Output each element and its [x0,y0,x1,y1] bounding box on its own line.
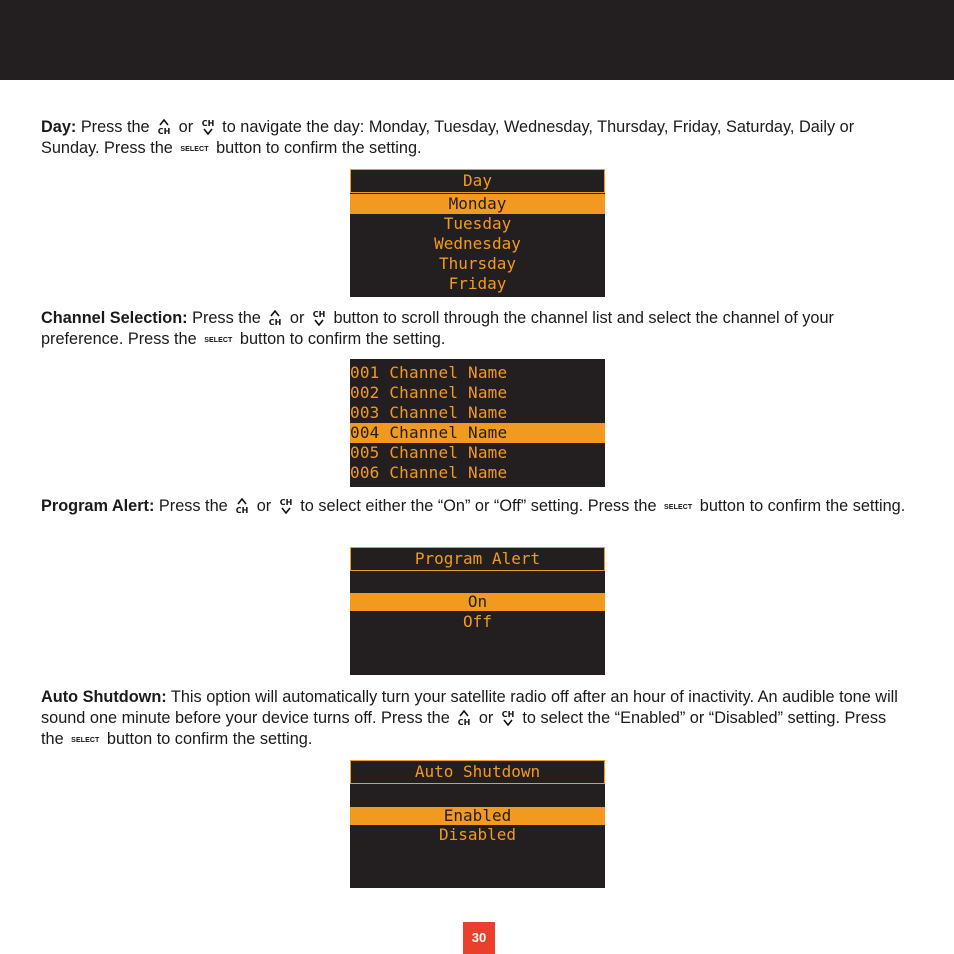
alert-or: or [252,497,276,515]
svg-text:CH: CH [157,127,171,135]
alert-label: Program Alert: [41,497,155,515]
shutdown-text-1: This option will automatically turn your satellite radio off after an hour of inactivity. An audible tone will sound one minute before your device turns off. Press the [41,688,898,727]
svg-text:CH: CH [312,310,326,319]
day-paragraph [41,117,911,160]
lcd-row: Tuesday [443,214,512,233]
day-lcd-screen [350,169,605,297]
ch-up-icon [157,119,171,135]
channel-text-2: button to scroll through the channel list and select the channel of your preference. Press the [41,309,834,348]
lcd-row: Disabled [438,825,517,844]
select-icon: SELECT [664,504,693,511]
day-or: or [174,118,198,136]
lcd-row: 002 Channel Name [350,383,508,402]
ch-up-icon [235,498,249,514]
lcd-row: Wednesday [434,234,521,253]
day-text-2: to navigate the day: Monday, Tuesday, Wednesday, Thursday, Friday, Saturday, Daily or Sunday. Press the [41,118,855,157]
lcd-row: 003 Channel Name [350,403,508,422]
lcd-row: Off [463,612,492,631]
shutdown-or: or [474,709,498,727]
ch-down-icon [279,498,293,514]
svg-text:CH: CH [458,718,471,726]
channel-or: or [285,309,309,327]
page-number: 30 [463,922,495,954]
alert-paragraph [41,496,911,518]
alert-lcd-screen [350,547,605,675]
lcd-row-selected: Enabled [350,807,605,825]
ch-up-icon [457,710,471,726]
channel-text-3: button to confirm the setting. [235,330,446,348]
channel-text-1: Press the [187,309,266,327]
shutdown-paragraph [41,687,911,751]
alert-text-2: to select either the “On” or “Off” setting. Press the [295,497,662,515]
lcd-row: 001 Channel Name [350,363,508,382]
day-text-3: button to confirm the setting. [211,139,422,157]
day-text-1: Press the [76,118,155,136]
lcd-row: 006 Channel Name [350,463,508,482]
lcd-row: 005 Channel Name [350,443,508,462]
lcd-header: Program Alert [350,547,605,571]
lcd-row-selected: Monday [350,194,605,214]
lcd-header: Day [350,169,605,193]
lcd-header: Auto Shutdown [350,760,605,784]
svg-text:CH: CH [279,498,293,507]
ch-down-icon [501,710,515,726]
lcd-row: Friday [448,274,507,293]
shutdown-label: Auto Shutdown: [41,688,167,706]
ch-up-icon [268,310,282,326]
lcd-row: Thursday [438,254,517,273]
svg-text:CH: CH [269,318,282,326]
header-bar [0,0,954,80]
alert-text-3: button to confirm the setting. [695,497,906,515]
channel-label: Channel Selection: [41,309,188,327]
channel-lcd-screen [350,359,605,487]
svg-text:CH: CH [501,710,515,719]
ch-down-icon [312,310,326,326]
select-icon: SELECT [71,737,100,744]
lcd-row-selected: On [350,593,605,611]
select-icon: SELECT [180,146,209,153]
day-label: Day: [41,118,77,136]
ch-down-icon [201,119,215,135]
svg-text:CH: CH [201,119,214,128]
svg-text:CH: CH [235,506,249,514]
select-icon: SELECT [204,337,233,344]
channel-paragraph [41,308,911,351]
shutdown-text-3: button to confirm the setting. [102,730,313,748]
shutdown-text-2: to select the “Enabled” or “Disabled” setting. Press the [41,709,887,748]
shutdown-lcd-screen [350,760,605,888]
alert-text-1: Press the [154,497,233,515]
lcd-row-selected: 004 Channel Name [350,423,605,443]
